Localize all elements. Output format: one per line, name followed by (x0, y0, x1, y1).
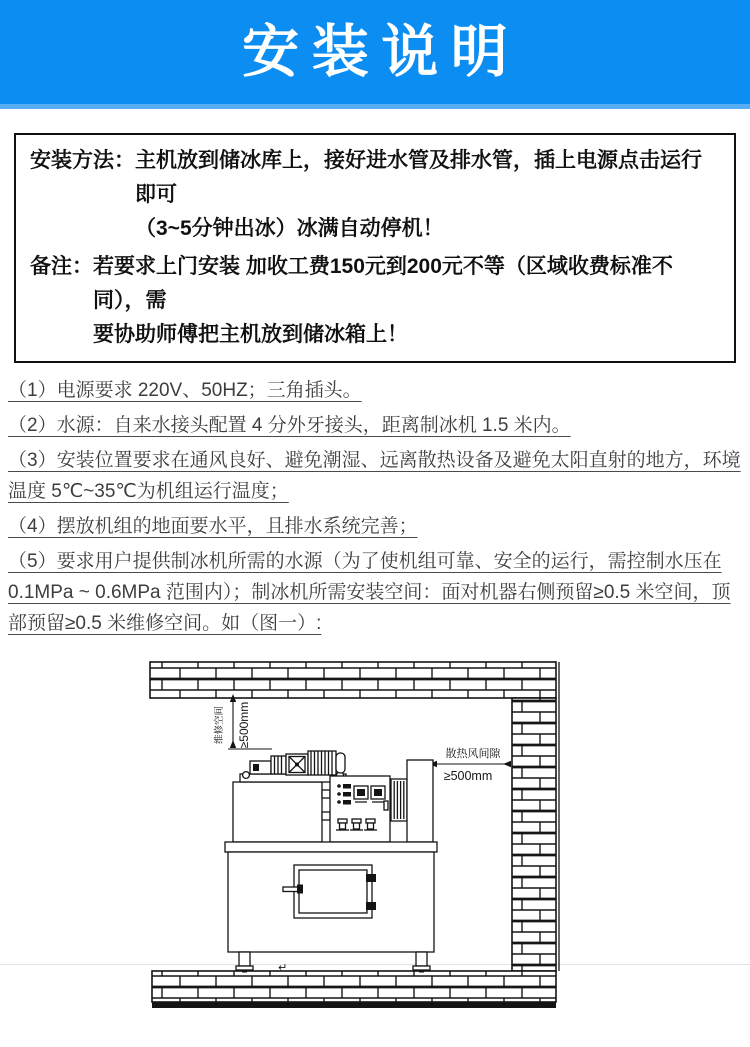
instruction-list (8, 375, 742, 639)
instruction-item-5: （5）要求用户提供制冰机所需的水源（为了使机组可靠、安全的运行，需控制水压在 0.1MPa ~ 0.6MPa 范围内）；制冰机所需安装空间：面对机器右侧预留≥0.5 米空间，顶部预留≥0.5 米维修空间。如（图一）: (8, 551, 731, 634)
floor-wall (152, 971, 556, 1002)
right-wall (512, 698, 556, 971)
fan-hub (295, 763, 299, 767)
motor-end-cap (336, 753, 345, 773)
side-clearance-label: 散热风间隙 (445, 748, 501, 760)
pipe-tab-upper (322, 790, 330, 798)
foot-right (413, 966, 430, 970)
notice-label: 备注： (30, 255, 93, 278)
notice-line: 主机放到储冰库上，接好进水管及排水管，插上电源点击运行即可 (135, 149, 702, 206)
bin-door (283, 865, 376, 918)
door-inner-frame (299, 870, 367, 913)
foot-right-pad (419, 970, 424, 973)
door-handle-mount (297, 885, 303, 894)
condenser-fan-unit (391, 760, 433, 842)
page-title: 安装说明 (242, 19, 521, 84)
installation-diagram-wrap (0, 643, 750, 1047)
instruction-item-3: （3）安装位置要求在通风良好、避免潮湿、远离散热设备及避免太阳直射的地方，环境温度 5℃~35℃为机组运行温度； (8, 450, 741, 502)
evaporator-housing (233, 782, 322, 842)
top-clearance-label: 维修空间 (214, 705, 225, 745)
pipe-tab-lower (322, 812, 330, 820)
notice-content (135, 144, 722, 246)
indicator-lights (337, 784, 351, 805)
gearbox-detail (253, 764, 259, 771)
instruction-item-2: （2）水源：自来水接头配置 4 分外牙接头，距离制冰机 1.5 米内。 (8, 415, 571, 436)
side-clearance-value: ≥500mm (443, 769, 493, 783)
notice-box (14, 133, 736, 363)
ice-storage-bin (225, 842, 437, 973)
notice-content (93, 250, 722, 352)
ice-machine-head-unit (233, 751, 433, 842)
instruction-item-1: （1）电源要求 220V、50HZ；三角插头。 (8, 380, 362, 401)
foot-left (236, 966, 253, 970)
ceiling-wall (150, 662, 556, 698)
floor-base-line (152, 1002, 556, 1008)
notice-entry-install-method (30, 144, 722, 246)
motor-ribs (311, 751, 332, 775)
panel-buttons (336, 819, 377, 830)
mount-bolt-left (243, 772, 250, 779)
side-clearance-dimension (436, 746, 510, 783)
instruction-item-4: （4）摆放机组的地面要水平，且排水系统完善； (8, 516, 418, 537)
door-hinge-top (366, 874, 376, 882)
notice-entry-remark (30, 250, 722, 352)
notice-label: 安装方法： (30, 149, 135, 172)
header-banner (0, 0, 750, 109)
notice-line: 要协助师傅把主机放到储冰箱上！ (93, 323, 408, 346)
motor-assembly (250, 751, 345, 775)
floor-return-mark: ↵ (278, 962, 288, 974)
notice-line: 若要求上门安装 加收工费150元到200元不等（区域收费标准不同），需 (93, 255, 673, 312)
top-clearance-value: ≥500mm (237, 701, 251, 749)
side-panel (407, 760, 433, 842)
control-panel (330, 776, 390, 842)
door-hinge-bottom (366, 902, 376, 910)
notice-line: （3~5分钟出冰）冰满自动停机！ (135, 217, 444, 240)
bin-legs (236, 952, 430, 973)
louver-grille (391, 779, 407, 821)
top-clearance-dimension (213, 701, 272, 749)
toggle-switch (384, 801, 388, 810)
installation-diagram (0, 643, 750, 1047)
bin-rim (225, 842, 437, 852)
foot-left-pad (242, 970, 247, 973)
